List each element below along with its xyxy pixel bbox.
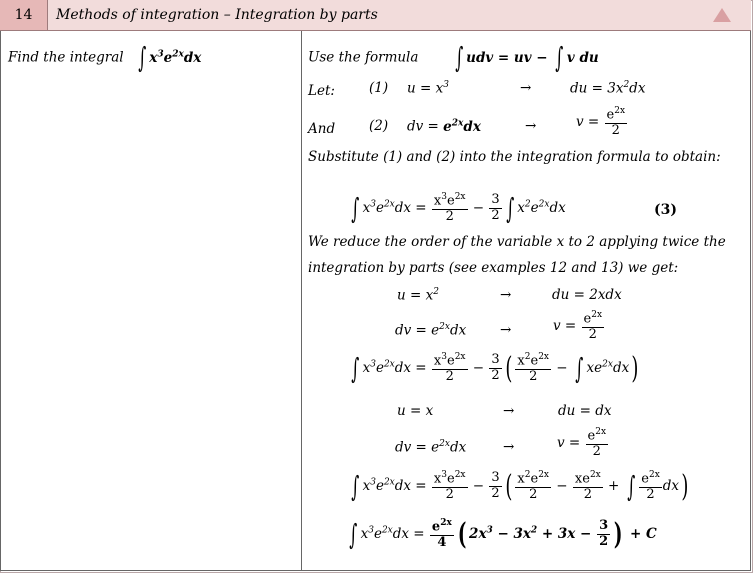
u-definition: $u = x^3$ — [407, 80, 449, 97]
v2-result: v = $\frac{e^{2x}}{2}$ — [553, 310, 603, 343]
let-line — [308, 80, 335, 99]
v3-result: v = $\frac{e^{2x}}{2}$ — [557, 427, 607, 460]
arrow-6: → — [503, 439, 515, 455]
and-line — [308, 118, 335, 137]
parts-formula: ∫ udv = uv − ∫ v du — [454, 41, 599, 74]
arrow-3: → — [500, 287, 512, 303]
eq2-number: (2) — [369, 118, 389, 134]
dv-definition: dv = $e^{2x}dx$ — [407, 118, 481, 135]
reduce-text-1: We reduce the order of the variable x to 2 applying twice the — [308, 234, 726, 250]
prompt-text: Find the integral — [8, 49, 124, 66]
arrow-4: → — [500, 322, 512, 338]
arrow-5: → — [503, 403, 515, 419]
example-number: 14 — [0, 0, 48, 30]
substitute-text: Substitute (1) and (2) into the integration formula to obtain: — [308, 149, 721, 165]
eq1-number: (1) — [369, 80, 389, 96]
use-formula-text: Use the formula — [308, 49, 419, 66]
eq3-label: (3) — [654, 202, 677, 218]
dv3-definition: dv = $e^{2x}dx$ — [395, 439, 467, 456]
problem-integral: ∫ $x^3e^{2x}dx$ — [137, 41, 202, 74]
let-label: Let: — [308, 83, 335, 99]
dv2-definition: dv = $e^{2x}dx$ — [395, 322, 467, 339]
u2-definition: $u = x^2$ — [397, 287, 439, 304]
du3-result: du = dx — [558, 403, 612, 419]
right-border — [750, 31, 751, 571]
reduce-text-2: integration by parts (see examples 12 and 13) we get: — [308, 260, 679, 276]
du-result: du = $3x^2dx$ — [570, 80, 646, 97]
page-title: Methods of integration – Integration by parts — [56, 7, 378, 23]
equation-4: ∫ $x^3e^{2x}dx$ = $\frac{x^3e^{2x}}{2}$ − $\frac{3}{2}$ ( $\frac{x^2e^{2x}}{2}$ − ∫ $xe^{2x}dx$) — [351, 350, 639, 386]
u3-definition: u = x — [397, 403, 434, 419]
collapse-triangle-icon[interactable] — [713, 8, 731, 22]
column-divider — [301, 31, 302, 571]
final-result: ∫ $x^3e^{2x}dx$ = $\frac{e^{2x}}{4}$ ( $2x^3 - 3x^2 + 3x$ − $\frac{3}{2}$ ) + C — [349, 516, 657, 552]
problem-statement — [8, 41, 202, 74]
header-bar — [0, 0, 751, 31]
equation-5: ∫ $x^3e^{2x}dx$ = $\frac{x^3e^{2x}}{2}$ − $\frac{3}{2}$ ( $\frac{x^2e^{2x}}{2}$ − $\frac{xe^{2x}}{2}$ + ∫ $\frac{e^{2x}}{2}$ dx) — [351, 468, 689, 504]
bottom-border — [0, 570, 751, 571]
v-result: v = $\frac{e^{2x}}{2}$ — [576, 106, 626, 139]
left-border — [0, 31, 1, 571]
arrow-1: → — [520, 80, 532, 96]
arrow-2: → — [525, 118, 537, 134]
du2-result: du = 2xdx — [552, 287, 622, 303]
equation-3: ∫ $x^3e^{2x}dx$ = $\frac{x^3e^{2x}}{2}$ − $\frac{3}{2}$ ∫ $x^2e^{2x}dx$ — [351, 191, 566, 225]
and-label: And — [308, 121, 336, 137]
formula-line — [308, 41, 599, 74]
